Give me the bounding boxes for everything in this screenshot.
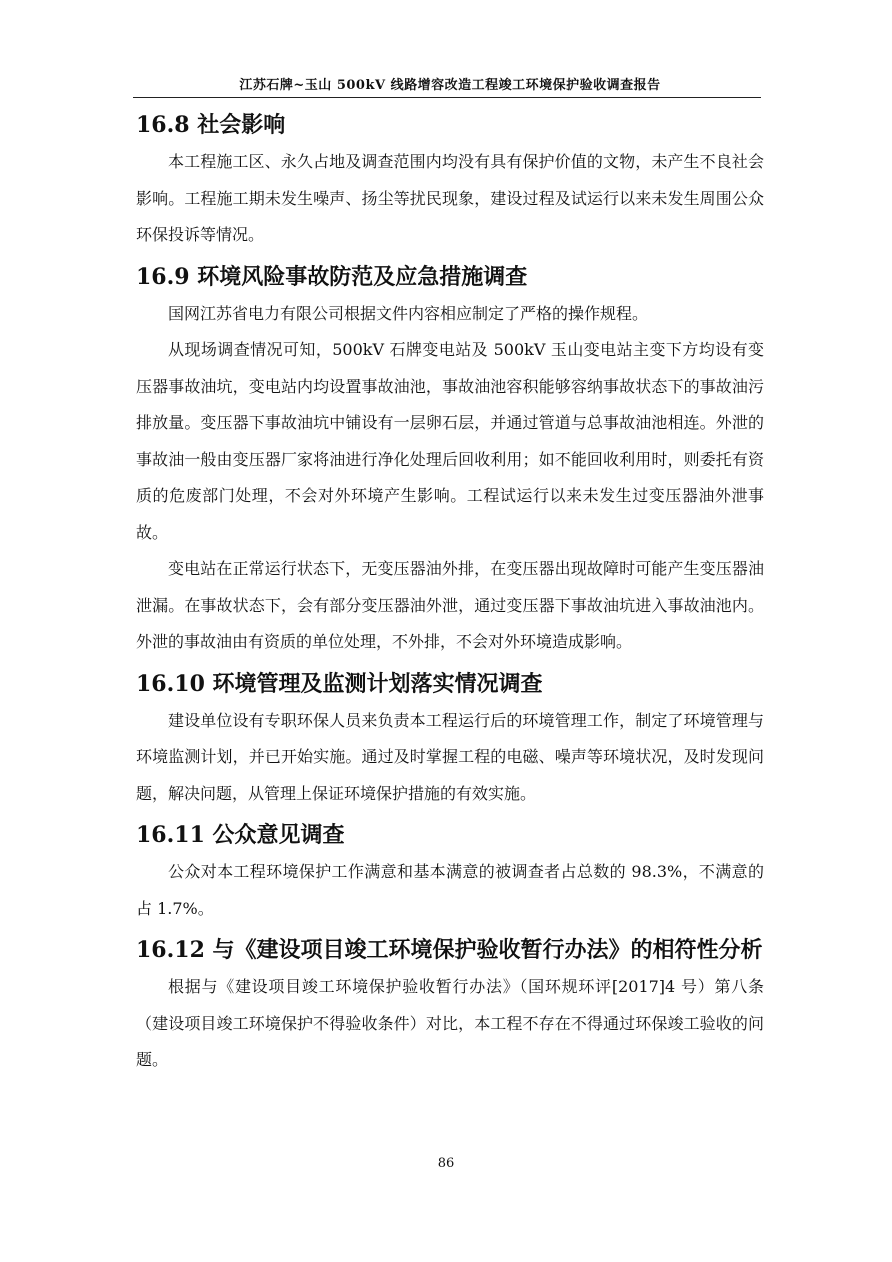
section-heading: 16.10 环境管理及监测计划落实情况调查 [136,670,543,697]
header-divider [133,97,761,98]
section-16-8 [136,108,764,254]
section-16-12 [136,933,764,1079]
paragraph: 建设单位设有专职环保人员来负责本工程运行后的环境管理工作，制定了环境管理与环境监测计划，并已开始实施。通过及时掌握工程的电磁、噪声等环境状况，及时发现问题，解决问题，从管理上保证环境保护措施的有效实施。 [136,710,764,803]
paragraph: 根据与《建设项目竣工环境保护验收暂行办法》（国环规环评[2017]4 号）第八条（建设项目竣工环境保护不得验收条件）对比，本工程不存在不得通过环保竣工验收的问题。 [136,977,764,1069]
section-heading: 16.8 社会影响 [136,112,286,138]
page-body [136,108,764,1079]
section-heading: 16.11 公众意见调查 [136,822,345,848]
running-header: 江苏石牌~玉山 500kV 线路增容改造工程竣工环境保护验收调查报告 [239,78,661,93]
paragraph: 本工程施工区、永久占地及调查范围内均没有具有保护价值的文物，未产生不良社会影响。工程施工期未发生噪声、扬尘等扰民现象，建设过程及试运行以来未发生周围公众环保投诉等情况。 [136,152,764,244]
section-heading: 16.9 环境风险事故防范及应急措施调查 [136,263,528,290]
section-16-10 [136,667,764,813]
paragraph: 从现场调查情况可知，500kV 石牌变电站及 500kV 玉山变电站主变下方均设有变压器事故油坑，变电站内均设置事故油池，事故油池容积能够容纳事故状态下的事故油污排放量。变压器下事故油坑中铺设有一层卵石层，并通过管道与总事故油池相连。外泄的事故油一般由变压器厂家将油进行净化处理后回收利用；如不能回收利用时，则委托有资质的危废部门处理，不会对外环境产生影响。工程试运行以来未发生过变压器油外泄事故。 [136,340,764,542]
paragraph: 国网江苏省电力有限公司根据文件内容相应制定了严格的操作规程。 [168,303,649,323]
paragraph: 变电站在正常运行状态下，无变压器油外排，在变压器出现故障时可能产生变压器油泄漏。在事故状态下，会有部分变压器油外泄，通过变压器下事故油坑进入事故油池内。外泄的事故油由有资质的单位处理，不外排，不会对外环境造成影响。 [136,559,764,651]
section-16-9 [136,260,764,661]
page-number: 86 [437,1156,455,1171]
section-16-11 [136,818,764,927]
paragraph: 公众对本工程环境保护工作满意和基本满意的被调查者占总数的 98.3%，不满意的占 1.7%。 [136,862,764,918]
section-heading: 16.12 与《建设项目竣工环境保护验收暂行办法》的相符性分析 [136,937,763,963]
